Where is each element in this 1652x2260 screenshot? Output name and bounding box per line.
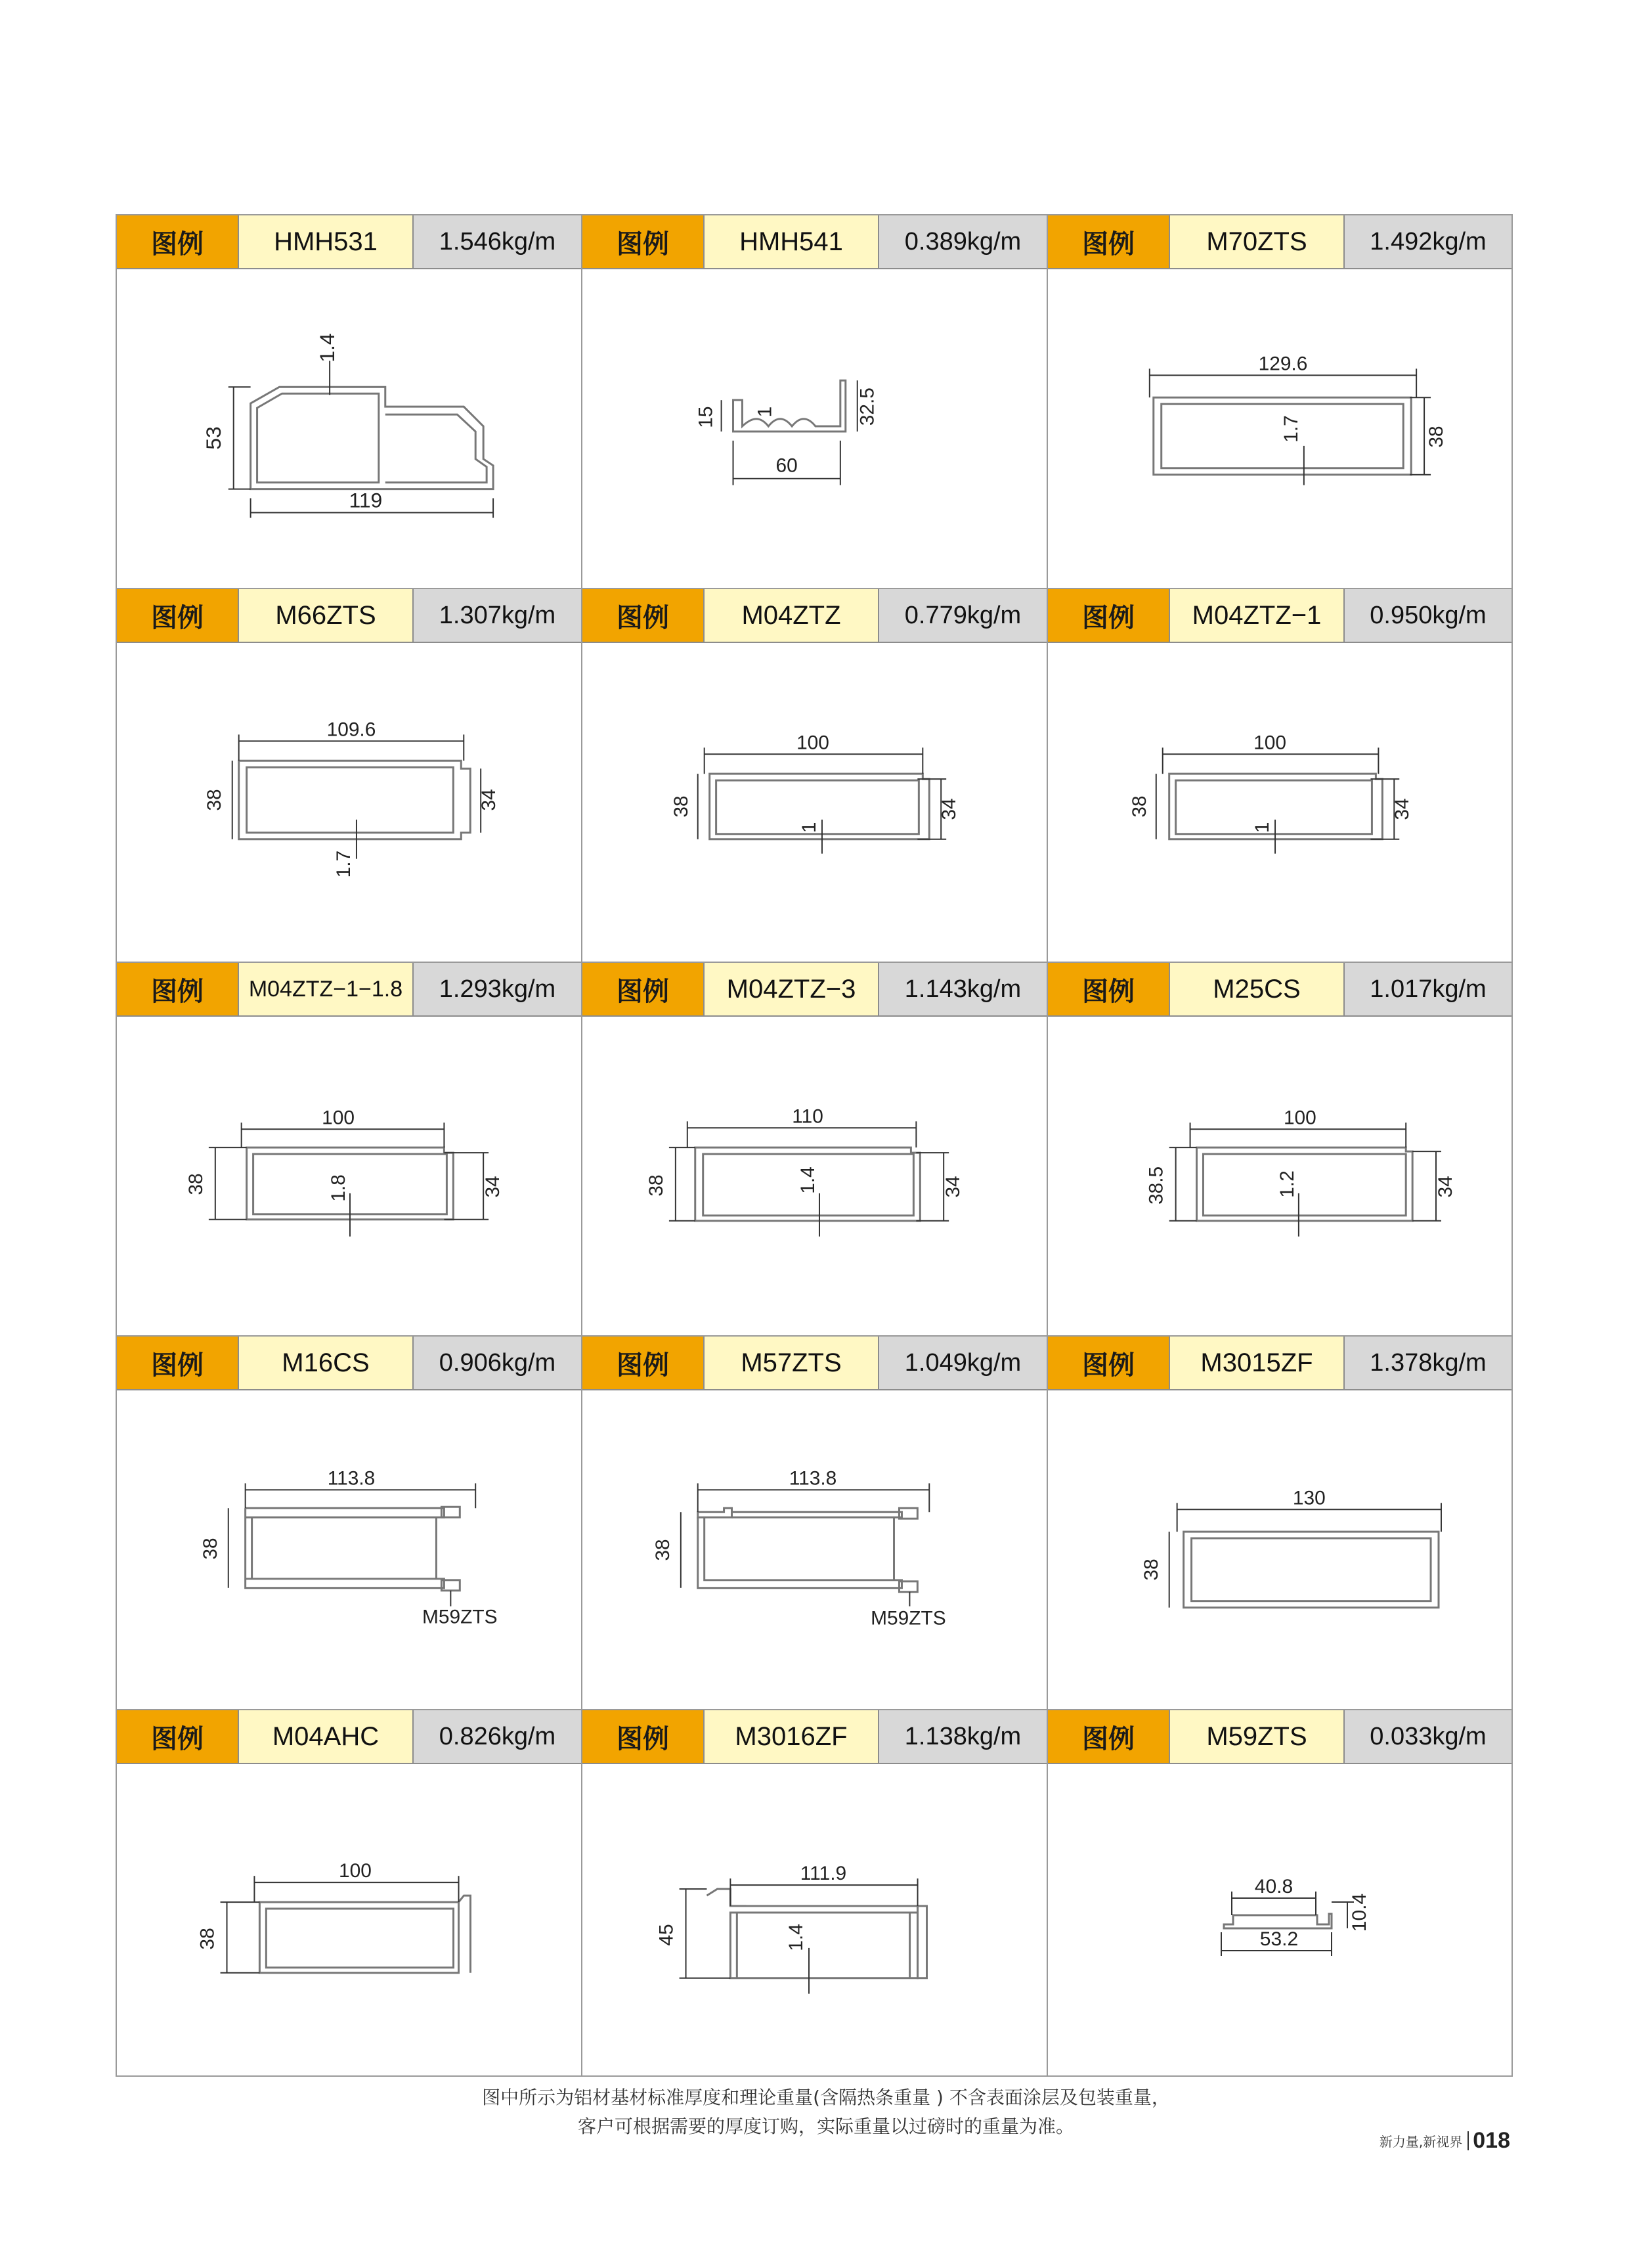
profile-section-diagram — [117, 269, 581, 588]
dim-left: 38 — [670, 795, 692, 818]
dim-right: 10.4 — [1349, 1893, 1370, 1932]
dim-right: 34 — [1434, 1176, 1456, 1198]
dim-left: 53 — [201, 426, 225, 450]
profile-code: M3016ZF — [705, 1710, 879, 1763]
profile-card — [117, 215, 582, 589]
profile-weight: 0.779kg/m — [879, 589, 1047, 642]
dim-left: 38 — [645, 1174, 667, 1197]
profile-code: HMH541 — [705, 215, 879, 268]
profile-section-diagram — [1048, 269, 1511, 588]
legend-label: 图例 — [117, 1710, 239, 1763]
profile-code: M04ZTZ−3 — [705, 963, 879, 1015]
dim-top: 100 — [339, 1860, 372, 1882]
dim-mid: 1.7 — [332, 850, 355, 878]
dim-top: 130 — [1292, 1487, 1326, 1509]
profile-weight: 0.906kg/m — [414, 1337, 581, 1389]
dim-left: 38 — [185, 1173, 207, 1195]
profile-section-diagram — [1048, 643, 1511, 962]
profile-section-diagram — [582, 1764, 1047, 2075]
profile-catalog-grid — [116, 214, 1513, 2077]
profile-weight: 1.378kg/m — [1345, 1337, 1511, 1389]
legend-label: 图例 — [582, 589, 705, 642]
page-slogan: 新力量,新视界 — [1380, 2131, 1469, 2150]
dim-right: 34 — [938, 798, 961, 820]
legend-label: 图例 — [1048, 1337, 1170, 1389]
profile-section-diagram — [117, 1390, 581, 1709]
legend-label: 图例 — [582, 215, 705, 268]
profile-weight: 1.143kg/m — [879, 963, 1047, 1015]
dim-mid: 1 — [754, 406, 776, 418]
profile-drawing — [1048, 269, 1511, 588]
profile-drawing — [117, 269, 581, 588]
profile-section-diagram — [1048, 1390, 1511, 1709]
profile-card — [1048, 1710, 1511, 2075]
dim-bottom: 119 — [349, 488, 383, 512]
profile-card — [117, 589, 582, 963]
dim-left: 38 — [203, 789, 225, 811]
profile-header — [117, 963, 581, 1017]
legend-label: 图例 — [117, 215, 239, 268]
dim-left: 38 — [196, 1928, 219, 1950]
legend-label: 图例 — [1048, 1710, 1170, 1763]
dim-mid: 1.4 — [797, 1166, 819, 1194]
profile-card — [1048, 215, 1511, 589]
profile-section-diagram — [582, 1017, 1047, 1335]
dim-right: 38 — [1425, 426, 1447, 448]
profile-section-diagram — [1048, 1017, 1511, 1335]
footnote-line-1: 图中所示为铝材基材标准厚度和理论重量(含隔热条重量 ) 不含表面涂层及包装重量， — [482, 2087, 1170, 2108]
profile-header — [1048, 1710, 1511, 1764]
dim-right: 34 — [482, 1176, 504, 1198]
profile-card — [117, 1710, 582, 2075]
dim-mid: 1.7 — [1280, 415, 1302, 443]
dim-top: 100 — [1253, 732, 1286, 754]
legend-label: 图例 — [1048, 215, 1170, 268]
dim-note: M59ZTS — [422, 1606, 498, 1628]
profile-card — [582, 1710, 1048, 2075]
legend-label: 图例 — [582, 1710, 705, 1763]
profile-code: M04ZTZ−1−1.8 — [239, 963, 414, 1015]
profile-header — [582, 1337, 1047, 1390]
page-number-block — [1380, 2128, 1510, 2154]
profile-header — [1048, 589, 1511, 643]
profile-card — [582, 963, 1048, 1337]
profile-weight: 0.033kg/m — [1345, 1710, 1511, 1763]
profile-header — [582, 963, 1047, 1017]
profile-header — [582, 1710, 1047, 1764]
dim-top: 100 — [796, 732, 829, 754]
profile-header — [117, 1710, 581, 1764]
dim-top: 111.9 — [800, 1863, 847, 1885]
profile-card — [582, 215, 1048, 589]
profile-header — [582, 589, 1047, 643]
dim-right: 32.5 — [856, 388, 879, 426]
dim-top: 129.6 — [1258, 353, 1308, 375]
profile-card — [117, 963, 582, 1337]
dim-mid: 1.8 — [328, 1174, 350, 1202]
legend-label: 图例 — [1048, 589, 1170, 642]
profile-section-diagram — [582, 269, 1047, 588]
legend-label: 图例 — [582, 963, 705, 1015]
profile-header — [117, 589, 581, 643]
dim-left: 45 — [655, 1924, 678, 1946]
profile-header — [1048, 963, 1511, 1017]
profile-drawing — [1048, 1017, 1511, 1335]
dim-mid: 1 — [798, 822, 820, 833]
legend-label: 图例 — [117, 1337, 239, 1389]
profile-drawing — [582, 1764, 1047, 2075]
dim-right: 34 — [478, 789, 500, 811]
profile-card — [1048, 1337, 1511, 1710]
profile-section-diagram — [582, 1390, 1047, 1709]
profile-code: M59ZTS — [1170, 1710, 1345, 1763]
profile-code: M66ZTS — [239, 589, 414, 642]
footnote-line-2: 客户可根据需要的厚度订购，实际重量以过磅时的重量为准。 — [577, 2116, 1074, 2137]
dim-right: 34 — [942, 1176, 965, 1198]
profile-drawing — [117, 1764, 581, 2075]
profile-code: M57ZTS — [705, 1337, 879, 1389]
dim-left: 38 — [651, 1539, 674, 1561]
profile-drawing — [582, 1390, 1047, 1709]
legend-label: 图例 — [582, 1337, 705, 1389]
profile-weight: 0.826kg/m — [414, 1710, 581, 1763]
profile-section-diagram — [582, 643, 1047, 962]
dim-left: 15 — [695, 406, 717, 428]
profile-weight: 1.307kg/m — [414, 589, 581, 642]
profile-code: M04AHC — [239, 1710, 414, 1763]
profile-section-diagram — [117, 1764, 581, 2075]
profile-card — [582, 589, 1048, 963]
dim-bottom: 60 — [775, 454, 798, 477]
profile-drawing — [582, 643, 1047, 962]
profile-drawing — [1048, 643, 1511, 962]
profile-code: HMH531 — [239, 215, 414, 268]
legend-label: 图例 — [117, 589, 239, 642]
profile-code: M70ZTS — [1170, 215, 1345, 268]
profile-header — [1048, 215, 1511, 269]
profile-header — [117, 215, 581, 269]
profile-drawing — [117, 1017, 581, 1335]
profile-card — [1048, 963, 1511, 1337]
dim-left: 38.5 — [1145, 1166, 1167, 1205]
dim-left: 38 — [1140, 1559, 1162, 1581]
dim-top: 100 — [1283, 1107, 1316, 1129]
profile-card — [582, 1337, 1048, 1710]
dim-top: 109.6 — [326, 719, 376, 741]
profile-section-diagram — [1048, 1764, 1511, 2075]
profile-drawing — [1048, 1764, 1511, 2075]
dim-top: 113.8 — [789, 1467, 837, 1490]
profile-drawing — [582, 1017, 1047, 1335]
profile-code: M04ZTZ — [705, 589, 879, 642]
profile-code: M04ZTZ−1 — [1170, 589, 1345, 642]
profile-drawing — [1048, 1390, 1511, 1709]
page-number: 018 — [1473, 2128, 1510, 2153]
profile-card — [1048, 589, 1511, 963]
legend-label: 图例 — [117, 963, 239, 1015]
profile-weight: 1.492kg/m — [1345, 215, 1511, 268]
profile-weight: 0.950kg/m — [1345, 589, 1511, 642]
profile-section-diagram — [117, 1017, 581, 1335]
profile-header — [117, 1337, 581, 1390]
dim-top: 113.8 — [327, 1467, 376, 1490]
profile-code: M16CS — [239, 1337, 414, 1389]
profile-weight: 1.017kg/m — [1345, 963, 1511, 1015]
dim-left: 38 — [199, 1538, 221, 1560]
dim-bottom: 53.2 — [1259, 1928, 1299, 1950]
dim-right: 34 — [1391, 798, 1414, 820]
legend-label: 图例 — [1048, 963, 1170, 1015]
dim-top: 1.4 — [315, 333, 339, 363]
dim-top: 100 — [322, 1107, 355, 1129]
profile-header — [1048, 1337, 1511, 1390]
profile-code: M3015ZF — [1170, 1337, 1345, 1389]
profile-card — [117, 1337, 582, 1710]
dim-mid: 1 — [1251, 822, 1274, 833]
profile-drawing — [582, 269, 1047, 588]
dim-mid: 1.2 — [1276, 1170, 1298, 1198]
profile-header — [582, 215, 1047, 269]
profile-weight: 1.293kg/m — [414, 963, 581, 1015]
profile-code: M25CS — [1170, 963, 1345, 1015]
dim-top: 110 — [792, 1105, 823, 1128]
dim-mid: 1.4 — [785, 1924, 808, 1951]
profile-drawing — [117, 643, 581, 962]
profile-section-diagram — [117, 643, 581, 962]
dim-note: M59ZTS — [871, 1607, 946, 1629]
dim-left: 38 — [1128, 795, 1150, 818]
profile-weight: 1.049kg/m — [879, 1337, 1047, 1389]
dim-top: 40.8 — [1254, 1876, 1293, 1897]
profile-drawing — [117, 1390, 581, 1709]
profile-weight: 1.546kg/m — [414, 215, 581, 268]
profile-weight: 1.138kg/m — [879, 1710, 1047, 1763]
profile-weight: 0.389kg/m — [879, 215, 1047, 268]
